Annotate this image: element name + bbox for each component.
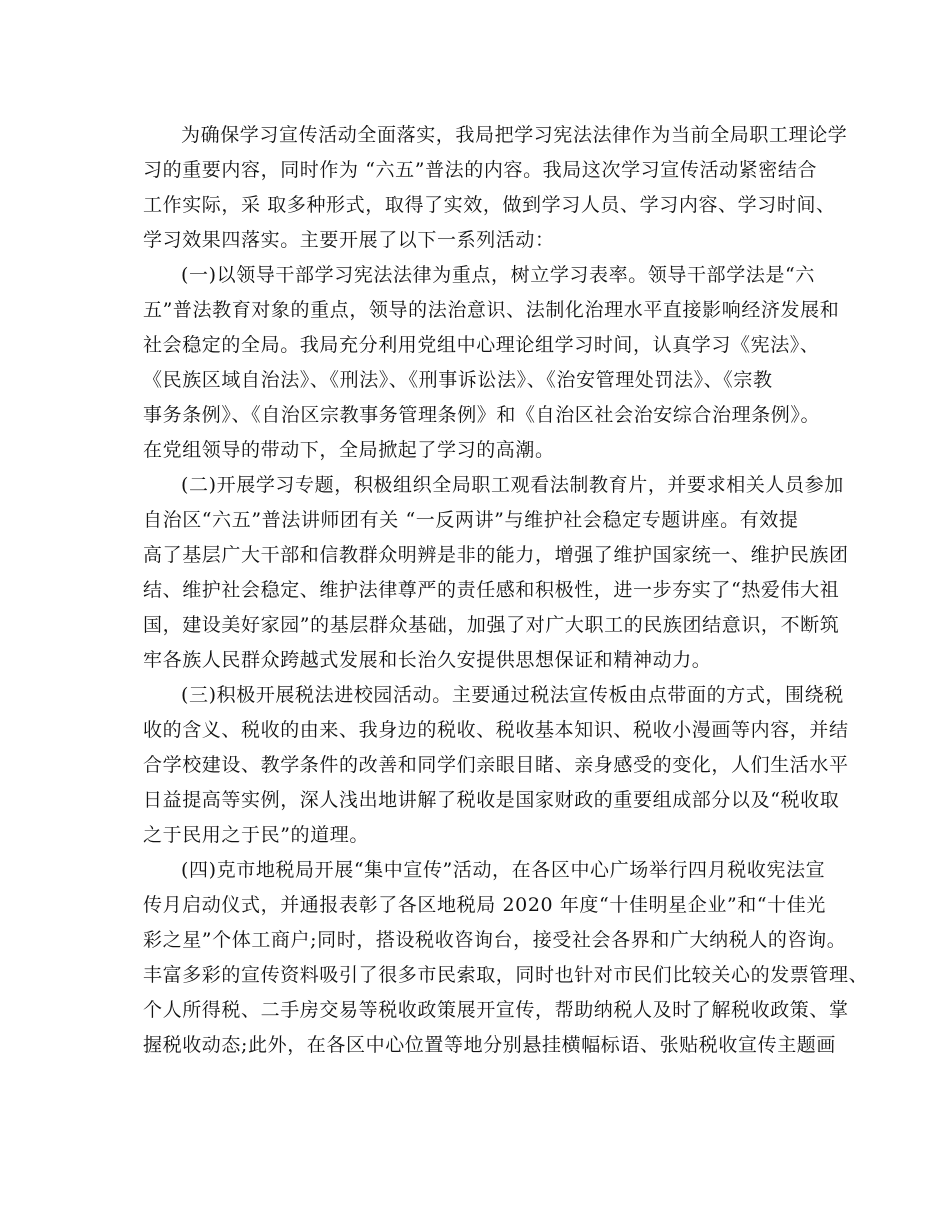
document-body bbox=[143, 118, 869, 1063]
paragraph-5-line-2: 传月启动仪式，并通报表彰了各区地税局 2020 年度“十佳明星企业”和“十佳光 bbox=[143, 894, 826, 916]
paragraph-1-line-3: 工作实际，采 取多种形式，取得了实效，做到学习人员、学习内容、学习时间、 bbox=[143, 194, 836, 216]
paragraph-2-line-4: 《民族区域自治法》、《刑法》、《刑事诉讼法》、《治安管理处罚法》、《宗教 bbox=[143, 369, 773, 391]
paragraph-3-line-2: 自治区“六五”普法讲师团有关 “一反两讲”与维护社会稳定专题讲座。有效提 bbox=[143, 509, 799, 531]
paragraph-1-line-4: 学习效果四落实。主要开展了以下一系列活动： bbox=[143, 229, 555, 251]
paragraph-4-line-1: (三)积极开展税法进校园活动。主要通过税法宣传板由点带面的方式，围绕税 bbox=[181, 684, 844, 706]
paragraph-4-line-4: 日益提高等实例，深人浅出地讲解了税收是国家财政的重要组成部分以及“税收取 bbox=[143, 789, 840, 811]
paragraph-4-line-3: 合学校建设、教学条件的改善和同学们亲眼目睹、亲身感受的变化，人们生活水平 bbox=[143, 754, 849, 776]
paragraph-2-line-6: 在党组领导的带动下，全局掀起了学习的高潮。 bbox=[143, 439, 555, 461]
paragraph-5-line-5: 个人所得税、二手房交易等税收政策展开宣传，帮助纳税人及时了解税收政策、掌 bbox=[143, 999, 849, 1021]
paragraph-5-line-6: 握税收动态;此外，在各区中心位置等地分别悬挂横幅标语、张贴税收宣传主题画 bbox=[143, 1034, 837, 1056]
paragraph-3-line-5: 国，建设美好家园”的基层群众基础，加强了对广大职工的民族团结意识，不断筑 bbox=[143, 614, 840, 636]
paragraph-4-line-2: 收的含义、税收的由来、我身边的税收、税收基本知识、税收小漫画等内容，并结 bbox=[143, 719, 849, 741]
paragraph-1-line-2: 习的重要内容，同时作为 “六五”普法的内容。我局这次学习宣传活动紧密结合 bbox=[143, 159, 818, 181]
paragraph-2-line-5: 事务条例》、《自治区宗教事务管理条例》和《自治区社会治安综合治理条例》。 bbox=[143, 404, 821, 426]
paragraph-2-line-3: 社会稳定的全局。我局充分利用党组中心理论组学习时间，认真学习《宪法》、 bbox=[143, 334, 820, 356]
paragraph-3-line-6: 牢各族人民群众跨越式发展和长治久安提供思想保证和精神动力。 bbox=[143, 649, 712, 671]
paragraph-5-line-3: 彩之星”个体工商户;同时，搭设税收咨询台，接受社会各界和广大纳税人的咨询。 bbox=[143, 929, 847, 951]
paragraph-3-line-4: 结、维护社会稳定、维护法律尊严的责任感和积极性，进一步夯实了“热爱伟大祖 bbox=[143, 579, 840, 601]
paragraph-5-line-4: 丰富多彩的宣传资料吸引了很多市民索取，同时也针对市民们比较关心的发票管理、 bbox=[143, 964, 869, 986]
paragraph-2-line-2: 五”普法教育对象的重点，领导的法治意识、法制化治理水平直接影响经济发展和 bbox=[143, 299, 840, 321]
paragraph-1-line-1: 为确保学习宣传活动全面落实，我局把学习宪法法律作为当前全局职工理论学 bbox=[181, 124, 848, 146]
paragraph-4-line-5: 之于民用之于民”的道理。 bbox=[143, 824, 369, 846]
paragraph-2-line-1: (一)以领导干部学习宪法法律为重点，树立学习表率。领导干部学法是“六 bbox=[181, 264, 815, 286]
paragraph-5-line-1: (四)克市地税局开展“集中宣传”活动，在各区中心广场举行四月税收宪法宣 bbox=[181, 859, 826, 881]
paragraph-3-line-1: (二)开展学习专题，积极组织全局职工观看法制教育片，并要求相关人员参加 bbox=[181, 474, 844, 496]
paragraph-3-line-3: 高了基层广大干部和信教群众明辨是非的能力，增强了维护国家统一、维护民族团 bbox=[143, 544, 849, 566]
